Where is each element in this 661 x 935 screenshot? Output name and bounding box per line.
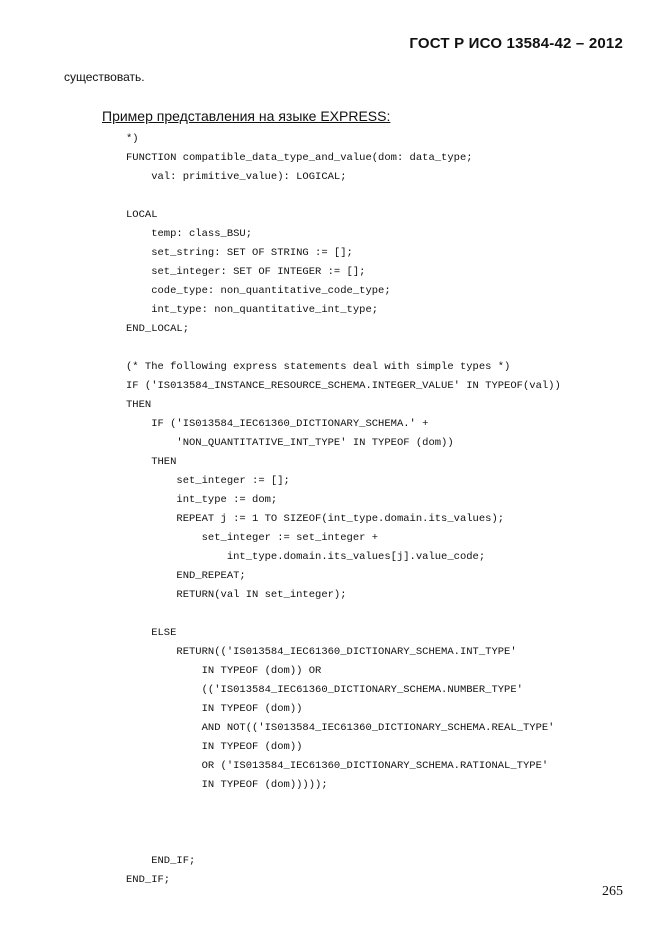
example-heading: Пример представления на языке EXPRESS: [102, 108, 391, 124]
code-line: int_type: non_quantitative_int_type; [126, 304, 379, 316]
page-number: 265 [602, 884, 623, 899]
code-line: set_string: SET OF STRING := []; [126, 247, 353, 259]
code-line: IF ('IS013584_INSTANCE_RESOURCE_SCHEMA.INTEGER_VALUE' IN TYPEOF(val)) [126, 380, 561, 392]
code-line: set_integer := []; [126, 475, 290, 487]
code-line: IN TYPEOF (dom)) OR [126, 665, 322, 677]
code-line: IN TYPEOF (dom)) [126, 741, 303, 753]
code-line: OR ('IS013584_IEC61360_DICTIONARY_SCHEMA.RATIONAL_TYPE' [126, 760, 549, 772]
lead-text: существовать. [64, 70, 145, 84]
code-line: int_type := dom; [126, 494, 278, 506]
code-line: RETURN(('IS013584_IEC61360_DICTIONARY_SCHEMA.INT_TYPE' [126, 646, 517, 658]
code-line: REPEAT j := 1 TO SIZEOF(int_type.domain.its_values); [126, 513, 505, 525]
code-line: code_type: non_quantitative_code_type; [126, 285, 391, 297]
code-line: (('IS013584_IEC61360_DICTIONARY_SCHEMA.NUMBER_TYPE' [126, 684, 523, 696]
code-line: val: primitive_value): LOGICAL; [126, 171, 347, 183]
code-line: END_IF; [126, 855, 196, 867]
code-line: END_LOCAL; [126, 323, 190, 335]
code-line: set_integer: SET OF INTEGER := []; [126, 266, 366, 278]
code-line [126, 795, 561, 814]
code-line: set_integer := set_integer + [126, 532, 379, 544]
code-line: int_type.domain.its_values[j].value_code; [126, 551, 486, 563]
code-line: IN TYPEOF (dom))))); [126, 779, 328, 791]
code-line: IF ('IS013584_IEC61360_DICTIONARY_SCHEMA.' + [126, 418, 429, 430]
code-line [126, 833, 561, 852]
code-line: END_IF; [126, 874, 171, 886]
code-line: RETURN(val IN set_integer); [126, 589, 347, 601]
code-line: *) [126, 133, 139, 145]
code-line: IN TYPEOF (dom)) [126, 703, 303, 715]
code-line: LOCAL [126, 209, 158, 221]
code-line: THEN [126, 399, 152, 411]
code-line: FUNCTION compatible_data_type_and_value(dom: data_type; [126, 152, 473, 164]
code-line [126, 187, 561, 206]
code-line: (* The following express statements deal with simple types *) [126, 361, 511, 373]
code-line [126, 814, 561, 833]
code-line: ELSE [126, 627, 177, 639]
code-line: THEN [126, 456, 177, 468]
code-line [126, 605, 561, 624]
express-code-block [126, 130, 561, 890]
standard-header: ГОСТ Р ИСО 13584-42 – 2012 [409, 35, 623, 52]
code-line: END_REPEAT; [126, 570, 246, 582]
code-line [126, 339, 561, 358]
code-line: AND NOT(('IS013584_IEC61360_DICTIONARY_SCHEMA.REAL_TYPE' [126, 722, 555, 734]
code-line: 'NON_QUANTITATIVE_INT_TYPE' IN TYPEOF (dom)) [126, 437, 454, 449]
code-line: temp: class_BSU; [126, 228, 253, 240]
